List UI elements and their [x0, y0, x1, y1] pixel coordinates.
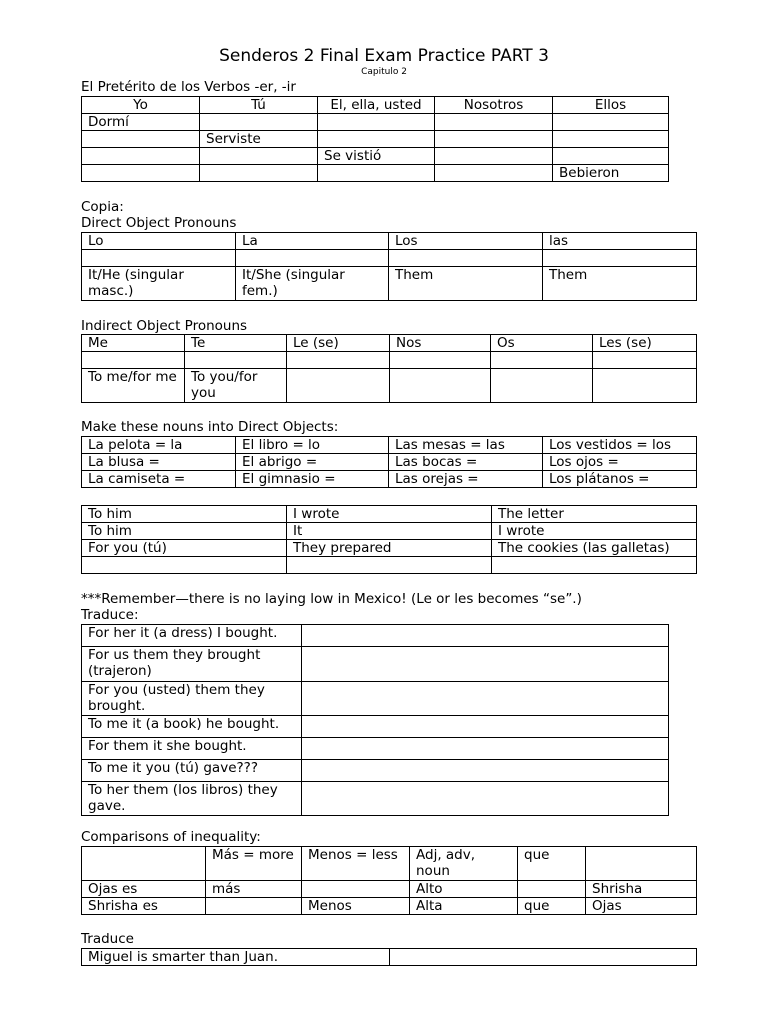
table-cell[interactable] — [82, 165, 200, 182]
table-cell: Them — [389, 267, 543, 301]
table-row — [82, 898, 697, 915]
table-row — [82, 506, 697, 523]
table-cell: For you (tú) — [82, 540, 287, 557]
answer-cell[interactable] — [302, 647, 669, 682]
table-cell[interactable] — [435, 165, 553, 182]
table-cell[interactable]: Bebieron — [553, 165, 669, 182]
table-cell: más — [206, 881, 302, 898]
comparisons-heading: Comparisons of inequality: — [81, 829, 261, 845]
table-cell[interactable] — [206, 898, 302, 915]
table-row — [82, 369, 697, 403]
order-table — [81, 505, 697, 574]
direct-objects-table — [81, 232, 697, 301]
table-row — [82, 114, 669, 131]
table-cell: Lo — [82, 233, 236, 250]
table-cell[interactable]: Las bocas = — [389, 454, 543, 471]
table-cell[interactable] — [491, 352, 593, 369]
table-row — [82, 881, 697, 898]
table-cell[interactable] — [318, 165, 435, 182]
preterite-header-row — [82, 97, 669, 114]
table-cell: Os — [491, 335, 593, 352]
table-cell[interactable] — [553, 148, 669, 165]
table-row — [82, 523, 697, 540]
answer-cell[interactable] — [302, 738, 669, 760]
table-cell: Them — [543, 267, 697, 301]
table-cell[interactable] — [318, 131, 435, 148]
table-row — [82, 557, 697, 574]
preterite-header-cell: Tú — [200, 97, 318, 114]
table-row — [82, 335, 697, 352]
table-cell: I wrote — [287, 506, 492, 523]
preterite-header-cell: Ellos — [553, 97, 669, 114]
table-cell: For you (usted) them they brought. — [82, 682, 302, 716]
table-cell: Menos — [302, 898, 410, 915]
indirect-objects-table — [81, 334, 697, 403]
table-cell[interactable] — [236, 250, 389, 267]
table-cell: Le (se) — [287, 335, 390, 352]
table-cell: Los — [389, 233, 543, 250]
table-cell: que — [518, 847, 586, 881]
table-row — [82, 233, 697, 250]
table-cell[interactable] — [287, 369, 390, 403]
table-cell[interactable]: Se vistió — [318, 148, 435, 165]
answer-cell[interactable] — [302, 716, 669, 738]
preterite-body-table — [81, 113, 669, 182]
table-row — [82, 352, 697, 369]
table-cell: que — [518, 898, 586, 915]
table-cell: Ojas — [586, 898, 697, 915]
table-cell[interactable] — [302, 881, 410, 898]
table-cell: Les (se) — [593, 335, 697, 352]
table-cell: La — [236, 233, 389, 250]
table-cell: To me it you (tú) gave??? — [82, 760, 302, 782]
table-cell[interactable] — [390, 352, 491, 369]
translate-heading: Traduce: — [81, 607, 139, 623]
table-row — [82, 782, 669, 816]
preterite-table — [81, 96, 669, 114]
preterite-header-cell: Nosotros — [435, 97, 553, 114]
table-cell[interactable]: La camiseta = — [82, 471, 236, 488]
table-cell: To you/for you — [185, 369, 287, 403]
table-cell[interactable] — [435, 148, 553, 165]
table-cell[interactable] — [185, 352, 287, 369]
table-cell[interactable] — [82, 131, 200, 148]
table-cell[interactable] — [287, 352, 390, 369]
table-row — [82, 250, 697, 267]
table-row — [82, 647, 669, 682]
table-cell: Menos = less — [302, 847, 410, 881]
table-cell[interactable] — [200, 114, 318, 131]
table-cell: Nos — [390, 335, 491, 352]
comparisons-table — [81, 846, 697, 915]
table-cell[interactable] — [492, 557, 697, 574]
final-translate-heading: Traduce — [81, 931, 134, 947]
table-row — [82, 165, 669, 182]
table-row — [82, 131, 669, 148]
table-row — [82, 625, 669, 647]
table-cell: Más = more — [206, 847, 302, 881]
translate-table — [81, 624, 669, 816]
preterite-header-cell: El, ella, usted — [318, 97, 435, 114]
table-cell: Te — [185, 335, 287, 352]
table-cell[interactable] — [82, 557, 287, 574]
table-cell: Shrisha es — [82, 898, 206, 915]
table-cell: Shrisha — [586, 881, 697, 898]
table-cell: The cookies (las galletas) — [492, 540, 697, 557]
table-cell[interactable] — [287, 557, 492, 574]
table-cell[interactable] — [593, 369, 697, 403]
table-cell — [82, 847, 206, 881]
table-cell[interactable] — [318, 114, 435, 131]
table-cell: Alto — [410, 881, 518, 898]
answer-cell[interactable] — [302, 760, 669, 782]
table-cell: I wrote — [492, 523, 697, 540]
table-cell[interactable]: Serviste — [200, 131, 318, 148]
table-cell: To him — [82, 523, 287, 540]
indirect-objects-heading: Indirect Object Pronouns — [81, 318, 248, 334]
nouns-heading: Make these nouns into Direct Objects: — [81, 419, 339, 435]
table-cell: To me/for me — [82, 369, 185, 403]
table-row — [82, 847, 697, 881]
answer-cell[interactable] — [302, 625, 669, 647]
table-cell: It — [287, 523, 492, 540]
table-cell: Me — [82, 335, 185, 352]
table-row — [82, 738, 669, 760]
table-row — [82, 949, 697, 966]
table-cell[interactable]: La blusa = — [82, 454, 236, 471]
table-cell: To her them (los libros) they gave. — [82, 782, 302, 816]
copia-label: Copia: — [81, 199, 124, 215]
table-cell[interactable]: El abrigo = — [236, 454, 389, 471]
final-translate-table — [81, 948, 697, 966]
table-cell: The letter — [492, 506, 697, 523]
table-cell: Alta — [410, 898, 518, 915]
table-cell[interactable]: Las mesas = las — [389, 437, 543, 454]
table-row — [82, 682, 669, 716]
table-row — [82, 437, 697, 454]
table-cell: It/He (singular masc.) — [82, 267, 236, 301]
table-row — [82, 148, 669, 165]
table-cell: For us them they brought (trajeron) — [82, 647, 302, 682]
table-cell[interactable]: Los plátanos = — [543, 471, 697, 488]
table-cell[interactable]: Los vestidos = los — [543, 437, 697, 454]
table-cell: For them it she bought. — [82, 738, 302, 760]
table-cell[interactable] — [389, 250, 543, 267]
table-row — [82, 716, 669, 738]
table-row — [82, 760, 669, 782]
table-cell: Miguel is smarter than Juan. — [82, 949, 390, 966]
table-cell[interactable] — [200, 165, 318, 182]
table-cell[interactable] — [82, 352, 185, 369]
table-cell — [586, 847, 697, 881]
table-cell[interactable] — [491, 369, 593, 403]
answer-cell[interactable] — [302, 782, 669, 816]
page-subtitle: Capitulo 2 — [361, 67, 407, 77]
table-cell[interactable] — [518, 881, 586, 898]
table-cell: For her it (a dress) I bought. — [82, 625, 302, 647]
table-row — [82, 471, 697, 488]
table-cell[interactable] — [82, 148, 200, 165]
table-cell[interactable] — [543, 250, 697, 267]
table-cell[interactable]: Dormí — [82, 114, 200, 131]
table-cell[interactable] — [435, 114, 553, 131]
table-row — [82, 540, 697, 557]
table-row — [82, 267, 697, 301]
table-cell: To him — [82, 506, 287, 523]
table-cell[interactable] — [390, 369, 491, 403]
table-cell[interactable] — [553, 114, 669, 131]
table-cell[interactable] — [200, 148, 318, 165]
table-cell[interactable] — [593, 352, 697, 369]
table-cell: las — [543, 233, 697, 250]
table-cell[interactable]: Las orejas = — [389, 471, 543, 488]
table-cell[interactable] — [435, 131, 553, 148]
table-cell: Ojas es — [82, 881, 206, 898]
table-cell[interactable]: El gimnasio = — [236, 471, 389, 488]
answer-cell[interactable] — [302, 682, 669, 716]
remember-note: ***Remember—there is no laying low in Mexico! (Le or les becomes “se”.) — [81, 591, 582, 607]
table-row — [82, 454, 697, 471]
preterite-header-cell: Yo — [82, 97, 200, 114]
table-cell[interactable] — [553, 131, 669, 148]
answer-cell[interactable] — [390, 949, 697, 966]
direct-objects-heading: Direct Object Pronouns — [81, 215, 237, 231]
preterite-heading: El Pretérito de los Verbos -er, -ir — [81, 79, 296, 95]
table-cell[interactable]: Los ojos = — [543, 454, 697, 471]
table-cell: Adj, adv, noun — [410, 847, 518, 881]
table-cell: It/She (singular fem.) — [236, 267, 389, 301]
table-cell[interactable]: El libro = lo — [236, 437, 389, 454]
nouns-table — [81, 436, 697, 488]
table-cell[interactable]: La pelota = la — [82, 437, 236, 454]
page-title: Senderos 2 Final Exam Practice PART 3 — [219, 46, 549, 66]
table-cell[interactable] — [82, 250, 236, 267]
table-cell: To me it (a book) he bought. — [82, 716, 302, 738]
table-cell: They prepared — [287, 540, 492, 557]
